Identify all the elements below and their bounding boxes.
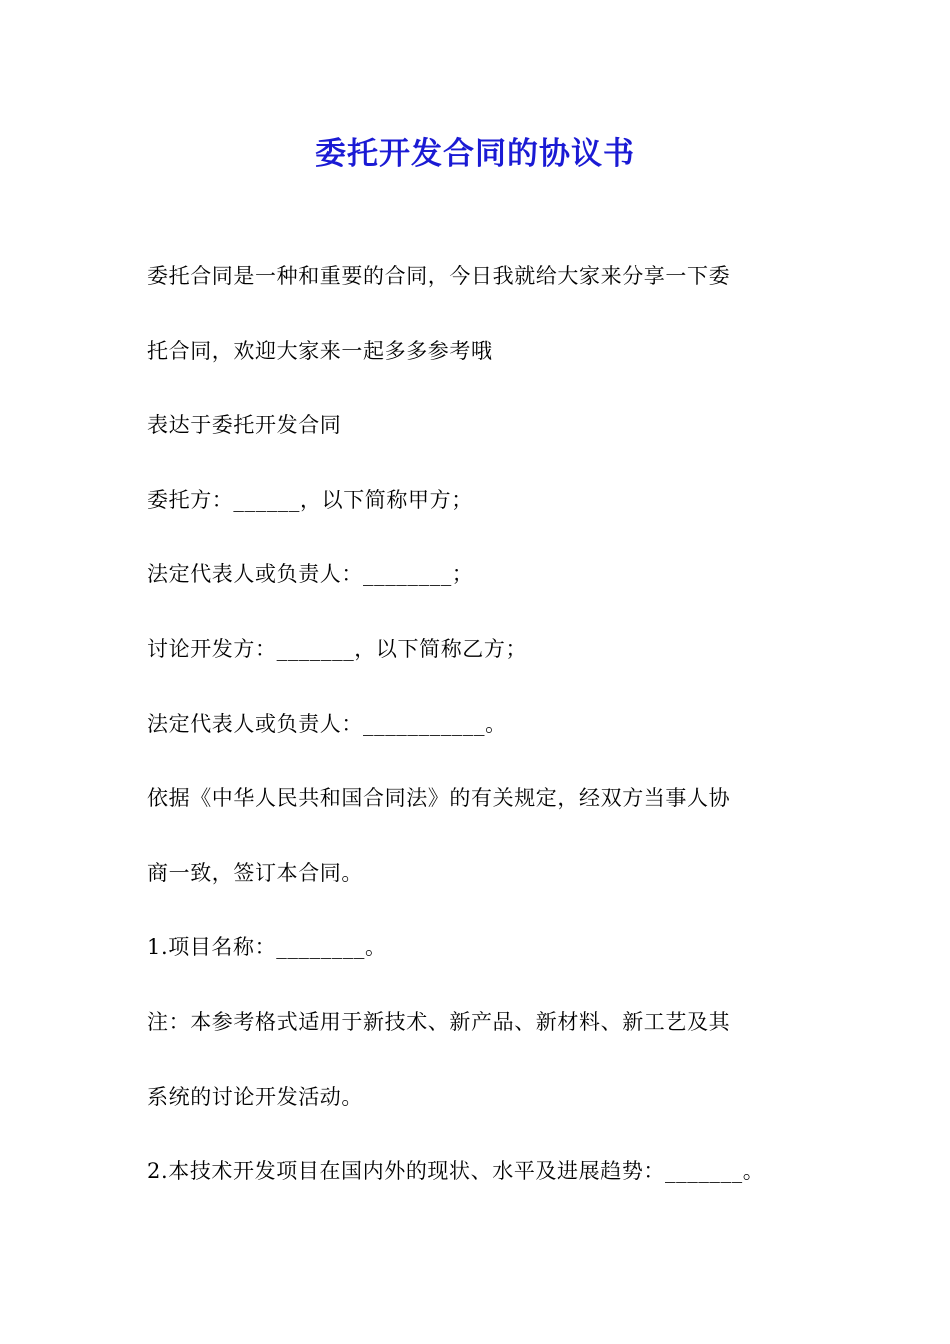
document-title: 委托开发合同的协议书 (315, 136, 635, 172)
body-line: 法定代表人或负责人：________； (147, 562, 474, 587)
body-line: 商一致，签订本合同。 (147, 860, 363, 885)
document-body (147, 264, 817, 1234)
body-line: 表达于委托开发合同 (147, 413, 342, 438)
body-line: 委托合同是一种和重要的合同，今日我就给大家来分享一下委 (147, 264, 731, 288)
body-line: 依据《中华人民共和国合同法》的有关规定，经双方当事人协 (147, 786, 731, 811)
body-line: 1.项目名称：________。 (147, 935, 387, 960)
body-line: 2.本技术开发项目在国内外的现状、水平及进展趋势：_______。 (147, 1159, 765, 1184)
body-line: 注：本参考格式适用于新技术、新产品、新材料、新工艺及其 (147, 1009, 731, 1034)
body-line: 法定代表人或负责人：___________。 (147, 711, 507, 736)
body-line: 讨论开发方：_______，以下简称乙方； (147, 636, 528, 661)
body-line: 系统的讨论开发活动。 (147, 1084, 363, 1109)
body-line: 托合同，欢迎大家来一起多多参考哦 (147, 338, 493, 363)
body-line: 委托方：______，以下简称甲方； (147, 487, 473, 512)
